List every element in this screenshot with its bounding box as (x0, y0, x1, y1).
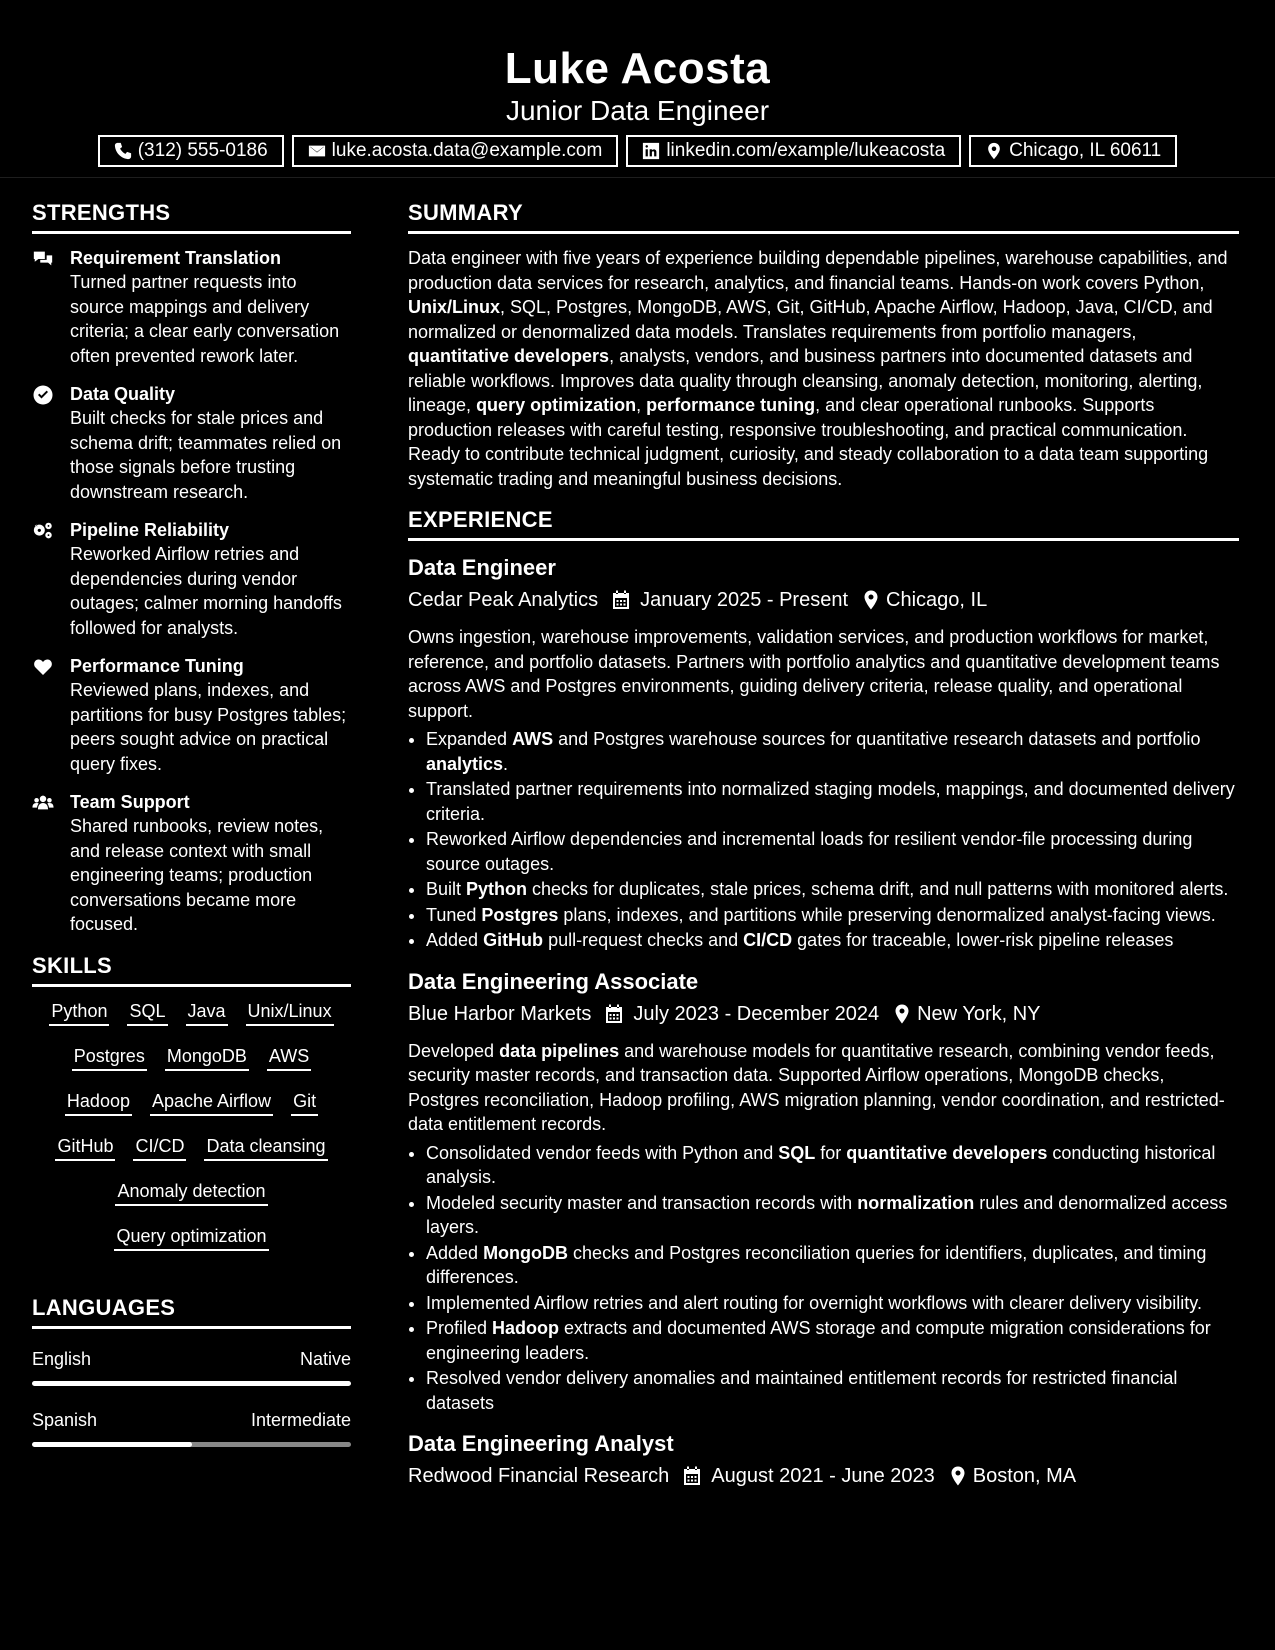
language-name: Spanish (32, 1409, 98, 1430)
strength-desc: Shared runbooks, review notes, and release context with small engineering teams; production conversations became more focused. (70, 816, 324, 934)
skill-tag: SQL (127, 999, 167, 1026)
job-location: Chicago, IL (886, 589, 988, 611)
candidate-name: Luke Acosta (504, 44, 771, 93)
heart-icon (32, 657, 54, 677)
job-dates: January 2025 - Present (640, 589, 849, 611)
envelope-icon (308, 142, 326, 160)
summary-heading: SUMMARY (408, 198, 1239, 234)
location-text: Chicago, IL 60611 (1009, 140, 1162, 161)
strength-desc: Built checks for stale prices and schema drift; teammates relied on those signals before trusting downstream research. (70, 408, 342, 502)
experience-heading: EXPERIENCE (408, 505, 1239, 541)
job-location: Boston, MA (972, 1465, 1077, 1487)
skill-row (32, 1134, 351, 1179)
linkedin-contact[interactable] (626, 135, 961, 167)
phone-contact[interactable] (98, 135, 284, 167)
location-contact (969, 135, 1177, 167)
calendar-icon (683, 1466, 701, 1486)
linkedin-text: linkedin.com/example/lukeacosta (666, 140, 946, 161)
map-pin-icon (893, 1004, 911, 1024)
job-company: Blue Harbor Markets (408, 1002, 592, 1025)
strength-desc: Turned partner requests into source mappings and delivery criteria; a clear early conversation often prevented rework later. (70, 272, 340, 366)
skill-tag: Postgres (72, 1044, 147, 1071)
job-bullets (408, 1141, 1239, 1416)
job-description: Owns ingestion, warehouse improvements, validation services, and production workflows for market, reference, and portfolio datasets. Partners with portfolio analytics and quantitative development teams across AWS and Postgres environments, guiding delivery criteria, release quality, and operational support. (408, 627, 1220, 721)
skill-tag: MongoDB (165, 1044, 249, 1071)
skills-list (32, 999, 351, 1269)
language-name: English (32, 1348, 92, 1369)
job-dates: August 2021 - June 2023 (711, 1465, 935, 1487)
language-item (32, 1408, 351, 1447)
job-entry (408, 967, 1239, 1416)
skill-row (32, 1044, 351, 1089)
job-bullet: • Implemented Airflow retries and alert routing for overnight workflows with clearer delivery visibility. (426, 1291, 1239, 1316)
job-description: Developed data pipelines and warehouse models for quantitative research, combining vendor feeds, security master records, and transaction data. Supported Airflow operations, MongoDB checks, Postgres reconciliation, Hadoop profiling, AWS migration planning, vendor coordination, and restricted-data entitlement records. (408, 1040, 1225, 1134)
resume-header (0, 0, 1275, 178)
linkedin-icon (642, 142, 660, 160)
skill-row (32, 1089, 351, 1134)
strength-item (32, 518, 351, 640)
map-pin-icon (862, 590, 880, 610)
job-title: Data Engineer (408, 555, 556, 580)
job-entry (408, 553, 1239, 953)
skill-row (32, 999, 351, 1044)
language-proficiency-fill (32, 1381, 351, 1386)
strength-item (32, 790, 351, 937)
job-bullet: • Added MongoDB checks and Postgres reconciliation queries for identifiers, duplicates, and timing differences. (426, 1241, 1239, 1290)
strength-desc: Reviewed plans, indexes, and partitions for busy Postgres tables; peers sought advice on practical query fixes. (70, 680, 347, 774)
skill-tag: Python (49, 999, 109, 1026)
contact-bar (0, 135, 1275, 167)
skill-tag: CI/CD (133, 1134, 186, 1161)
right-column (408, 198, 1239, 1501)
language-level: Native (299, 1348, 351, 1369)
email-contact[interactable] (292, 135, 619, 167)
skill-tag: Apache Airflow (150, 1089, 273, 1116)
calendar-icon (612, 590, 630, 610)
job-bullet: • Reworked Airflow dependencies and incremental loads for resilient vendor-file processing during source outages. (426, 827, 1239, 876)
strength-item (32, 246, 351, 368)
map-pin-icon (949, 1466, 967, 1486)
language-level: Intermediate (250, 1409, 351, 1430)
job-bullet: • Tuned Postgres plans, indexes, and partitions while preserving denormalized analyst-facing views. (426, 903, 1239, 928)
skill-tag: GitHub (55, 1134, 115, 1161)
skill-tag: Data cleansing (204, 1134, 327, 1161)
job-meta (408, 585, 1239, 615)
job-meta (408, 1461, 1239, 1491)
comments-icon (32, 249, 54, 269)
users-icon (32, 793, 54, 813)
languages-heading: LANGUAGES (32, 1293, 351, 1329)
strength-item (32, 654, 351, 776)
skill-tag: Hadoop (65, 1089, 132, 1116)
job-bullet: • Built Python checks for duplicates, stale prices, schema drift, and null patterns with monitored alerts. (426, 877, 1239, 902)
language-proficiency-fill (32, 1442, 192, 1447)
job-bullet: • Translated partner requirements into normalized staging models, mappings, and documented delivery criteria. (426, 777, 1239, 826)
strength-title: Requirement Translation (70, 248, 282, 268)
job-title: Data Engineering Analyst (408, 1431, 674, 1456)
strength-title: Pipeline Reliability (70, 520, 230, 540)
skill-tag: AWS (267, 1044, 311, 1071)
skill-tag: Java (186, 999, 228, 1026)
strength-item (32, 382, 351, 504)
strength-desc: Reworked Airflow retries and dependencies during vendor outages; calmer morning handoffs followed for analysts. (70, 544, 342, 638)
language-item (32, 1347, 351, 1386)
job-entry (408, 1429, 1239, 1491)
map-pin-icon (985, 142, 1003, 160)
job-bullet: • Added GitHub pull-request checks and CI/CD gates for traceable, lower-risk pipeline releases (426, 928, 1239, 953)
skill-row (32, 1179, 351, 1224)
job-bullet: • Resolved vendor delivery anomalies and maintained entitlement records for restricted financial datasets (426, 1366, 1239, 1415)
job-company: Redwood Financial Research (408, 1465, 670, 1487)
calendar-icon (605, 1004, 623, 1024)
job-title: Data Engineering Associate (408, 968, 699, 994)
language-proficiency-bar (32, 1442, 351, 1447)
cogs-icon (32, 521, 54, 541)
job-bullet: • Consolidated vendor feeds with Python and SQL for quantitative developers conducting historical analysis. (426, 1141, 1239, 1190)
strength-title: Performance Tuning (70, 656, 244, 676)
strength-title: Data Quality (70, 384, 176, 404)
skill-tag: Unix/Linux (246, 999, 334, 1026)
strength-title: Team Support (70, 792, 190, 812)
job-bullets (408, 727, 1239, 953)
strengths-heading: STRENGTHS (32, 198, 351, 234)
job-location: New York, NY (917, 1002, 1041, 1025)
summary-text: Data engineer with five years of experience building dependable pipelines, warehouse capabilities, and production data services for research, analytics, and financial teams. Hands-on work covers Python, Unix/Linux, SQL, Postgres, MongoDB, AWS, Git, GitHub, Apache Airflow, Hadoop, Java, CI/CD, and normalized or denormalized data models. Translates requirements from portfolio managers, quantitative developers, analysts, vendors, and business partners into documented datasets and reliable workflows. Improves data quality through cleansing, anomaly detection, monitoring, alerting, lineage, query optimization, performance tuning, and clear operational runbooks. Supports production releases with careful testing, responsive troubleshooting, and practical communication. Ready to contribute technical judgment, curiosity, and steady collaboration to a data team supporting systematic trading and meaningful business decisions. (408, 248, 1228, 489)
job-bullet: • Profiled Hadoop extracts and documented AWS storage and compute migration considerations for engineering leaders. (426, 1316, 1239, 1365)
job-bullet: • Modeled security master and transaction records with normalization rules and denormalized access layers. (426, 1191, 1239, 1240)
skill-tag: Anomaly detection (115, 1179, 267, 1206)
language-proficiency-bar (32, 1381, 351, 1386)
phone-icon (114, 142, 132, 160)
job-bullet: • Expanded AWS and Postgres warehouse sources for quantitative research datasets and portfolio analytics. (426, 727, 1239, 776)
skill-tag: Git (291, 1089, 318, 1116)
check-circle-icon (32, 385, 54, 405)
experience-list (408, 553, 1239, 1491)
job-meta (408, 999, 1239, 1029)
skill-row (32, 1224, 351, 1269)
job-company: Cedar Peak Analytics (408, 589, 599, 611)
job-dates: July 2023 - December 2024 (633, 1002, 880, 1025)
skills-heading: SKILLS (32, 951, 351, 987)
phone-text: (312) 555-0186 (137, 140, 268, 161)
left-column (32, 198, 351, 1469)
email-text: luke.acosta.data@example.com (331, 140, 603, 161)
candidate-title: Junior Data Engineer (505, 95, 770, 126)
skill-tag: Query optimization (114, 1224, 268, 1251)
